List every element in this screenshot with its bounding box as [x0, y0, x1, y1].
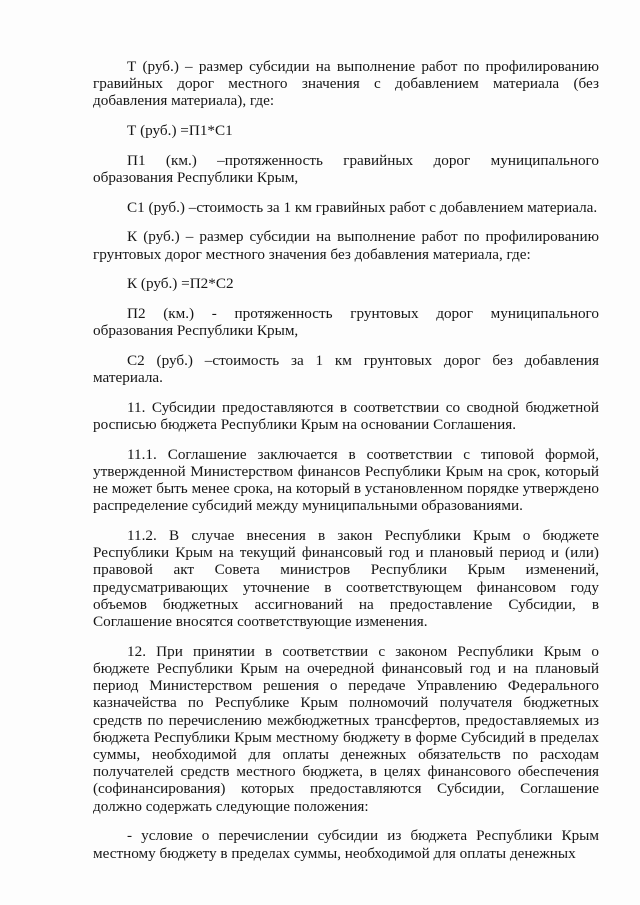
paragraph-k-definition: К (руб.) – размер субсидии на выполнение работ по профилированию грунтовых дорог местного значения без добавления материала, где:: [93, 228, 599, 263]
paragraph-p1-definition: П1 (км.) –протяженность гравийных дорог муниципального образования Республики Крым,: [93, 151, 599, 187]
paragraph-clause-12: 12. При принятии в соответствии с законом Республики Крым о бюджете Республики Крым на очередной финансовый год и на плановый период Министерством решения о передаче Управлению Федерального казначейства по Республике Крым полномочий получателя бюджетных средств по перечислению межбюджетных трансфертов, предоставляемых из бюджета Республики Крым местному бюджету в форме Субсидий в пределах суммы, необходимой для оплаты денежных обязательств по расходам получателей средств местного бюджета, в целях финансового обеспечения (софинансирования) которых предоставляются Субсидии, Соглашение должно содержать следующие положения:: [93, 642, 599, 815]
paragraph-clause-11-1: 11.1. Соглашение заключается в соответствии с типовой формой, утвержденной Министерством финансов Республики Крым на срок, который не может быть менее срока, на который в установленном порядке утверждено распределение субсидий между муниципальными образованиями.: [93, 445, 599, 515]
paragraph-clause-12-condition: - условие о перечислении субсидии из бюджета Республики Крым местному бюджету в пределах суммы, необходимой для оплаты денежных: [93, 827, 599, 862]
formula-t: Т (руб.) =П1*С1: [127, 122, 233, 140]
paragraph-t-definition: Т (руб.) – размер субсидии на выполнение работ по профилированию гравийных дорог местного значения с добавлением материала (без добавления материала), где:: [93, 58, 599, 110]
paragraph-c2-definition: С2 (руб.) –стоимость за 1 км грунтовых дорог без добавления материала.: [93, 351, 599, 387]
paragraph-clause-11: 11. Субсидии предоставляются в соответствии со сводной бюджетной росписью бюджета Республики Крым на основании Соглашения.: [93, 398, 599, 434]
paragraph-p2-definition: П2 (км.) - протяженность грунтовых дорог муниципального образования Республики Крым,: [93, 305, 599, 340]
document-body: [93, 58, 599, 874]
formula-k: К (руб.) =П2*С2: [127, 275, 234, 293]
paragraph-clause-11-2: 11.2. В случае внесения в закон Республики Крым о бюджете Республики Крым на текущий финансовый год и плановый период и (или) правовой акт Совета министров Республики Крым изменений, предусматривающих уточнение в соответствующем финансовом году объемов бюджетных ассигнований на предоставление Субсидии, в Соглашение вносятся соответствующие изменения.: [93, 527, 599, 631]
paragraph-c1-definition: С1 (руб.) –стоимость за 1 км гравийных работ с добавлением материала.: [127, 198, 598, 216]
